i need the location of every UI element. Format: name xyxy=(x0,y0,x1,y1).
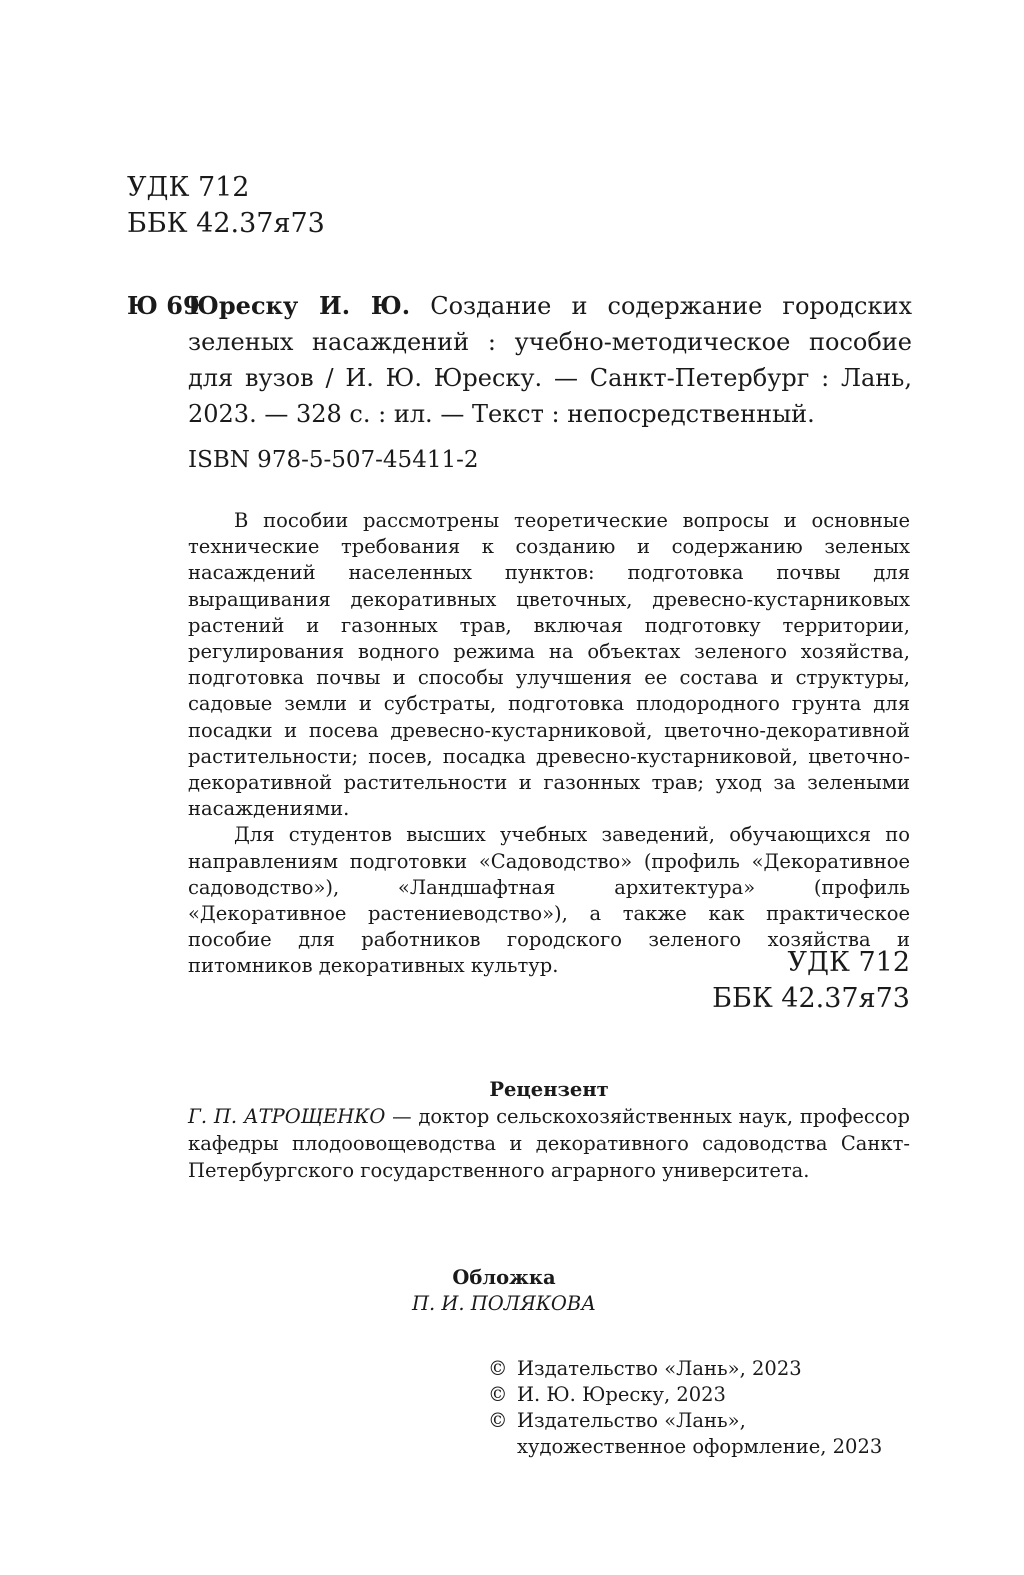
book-description: Создание и содержание городских зеленых насаждений : учебно-методическое пособие для вузов / И. Ю. Юреску. — Санкт-Петербург : Лань, 2023. — 328 с. : ил. — Текст : непосредственный. xyxy=(188,292,912,428)
abstract-paragraph: Для студентов высших учебных заведений, обучающихся по направлениям подготовки «Садоводство» (профиль «Декоративное садоводство»), «Ландшафтная архитектура» (профиль «Декоративное растениеводство»), а также как практическое пособие для работников городского зеленого хозяйства и питомников декоративных культур. xyxy=(188,823,910,978)
udk-code: УДК 712 xyxy=(787,947,910,978)
copyright-icon: © xyxy=(488,1357,508,1380)
copyright-text: Издательство «Лань», 2023 xyxy=(517,1357,802,1380)
udk-block-top xyxy=(127,170,325,242)
bbk-code: ББК 42.37я73 xyxy=(712,983,910,1014)
reviewer-heading: Рецензент xyxy=(489,1078,609,1101)
copyright-text: Издательство «Лань», художественное оформление, 2023 xyxy=(517,1409,883,1458)
cover-credit xyxy=(188,1265,910,1317)
copyright-block xyxy=(488,1356,917,1460)
author-name: Юреску И. Ю. xyxy=(188,291,411,320)
copyright-icon: © xyxy=(488,1383,508,1406)
copyright-icon: © xyxy=(488,1409,508,1432)
udk-block-bottom xyxy=(712,945,910,1017)
cover-heading: Обложка xyxy=(452,1266,556,1289)
copyright-line xyxy=(488,1356,917,1382)
copyright-line xyxy=(488,1382,917,1408)
reviewer-text xyxy=(188,1103,910,1184)
abstract xyxy=(188,508,910,980)
cover-designer-name: П. И. ПОЛЯКОВА xyxy=(412,1292,596,1315)
reviewer-name: Г. П. АТРОЩЕНКО xyxy=(188,1105,386,1128)
copyright-line xyxy=(488,1408,917,1460)
isbn: ISBN 978-5-507-45411-2 xyxy=(188,447,479,473)
bbk-code: ББК 42.37я73 xyxy=(127,208,325,239)
reviewer-credentials: — доктор сельскохозяйственных наук, профессор кафедры плодоовощеводства и декоративного садоводства Санкт-Петербургского государственного аграрного университета. xyxy=(188,1105,910,1182)
abstract-paragraph: В пособии рассмотрены теоретические вопросы и основные технические требования к созданию и содержанию зеленых насаждений населенных пунктов: подготовка почвы для выращивания декоративных цветочных, древесно-кустарниковых растений и газонных трав, включая подготовку территории, регулирования водного режима на объектах зеленого хозяйства, подготовка почвы и способы улучшения ее состава и структуры, садовые земли и субстраты, подготовка плодородного грунта для посадки и посева древесно-кустарниковой, цветочно-декоративной растительности; посев, посадка древесно-кустарниковой, цветочно-декоративной растительности и газонных трав; уход за зелеными насаждениями. xyxy=(188,509,910,821)
bibliographic-description xyxy=(188,288,912,432)
copyright-text: И. Ю. Юреску, 2023 xyxy=(517,1383,726,1406)
author-mark: Ю 69 xyxy=(127,291,200,320)
reviewer-block xyxy=(188,1076,910,1184)
bibliographic-entry xyxy=(127,288,912,432)
udk-code: УДК 712 xyxy=(127,172,250,203)
